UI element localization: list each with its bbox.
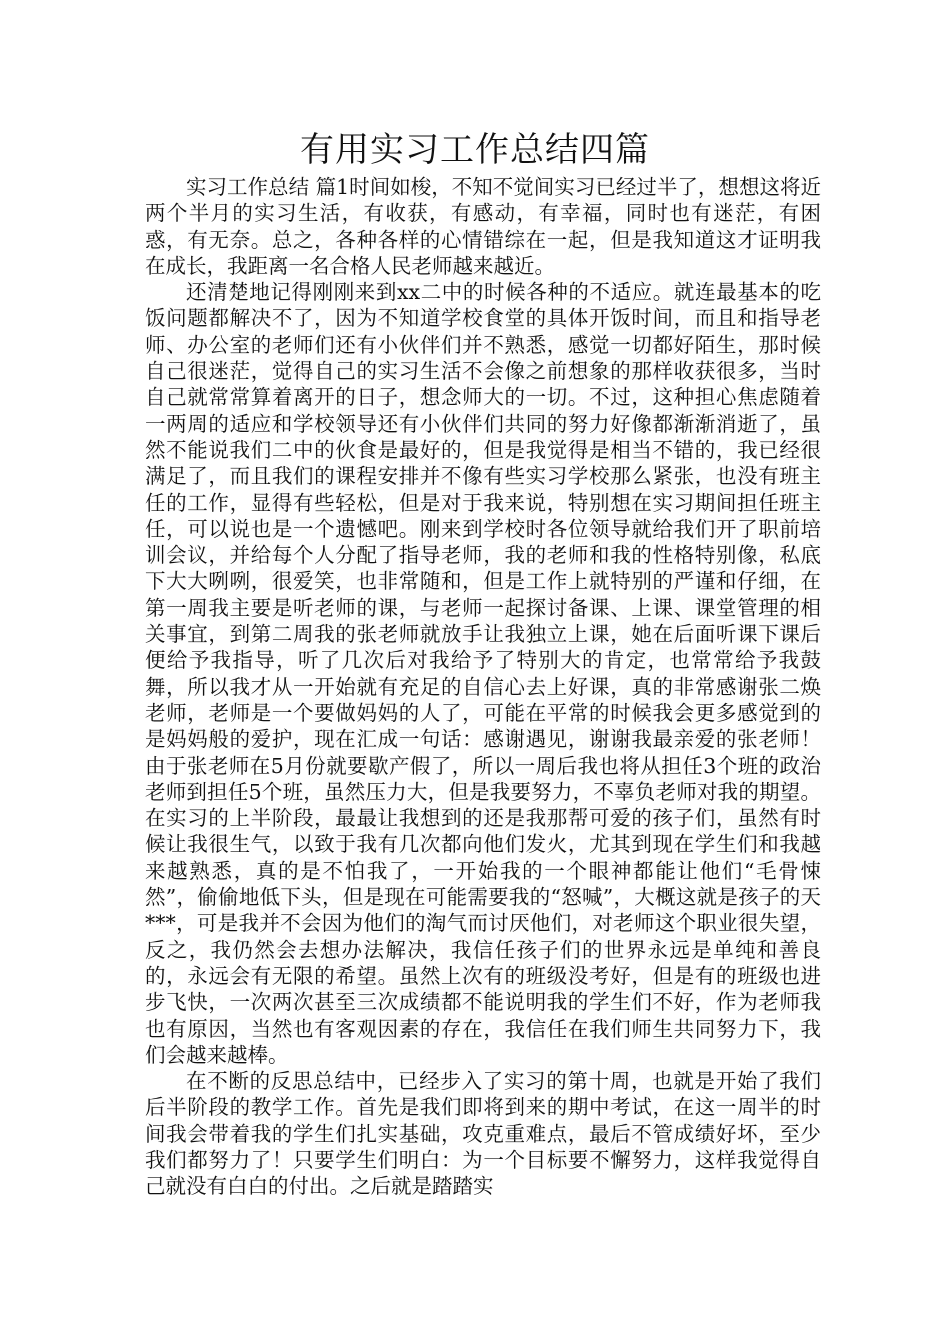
paragraph-2: 还清楚地记得刚刚来到xx二中的时候各种的不适应。就连最基本的吃饭问题都解决不了，因为不知道学校食堂的具体开饭时间，而且和指导老师、办公室的老师们还有小伙伴们并不熟悉，感觉一切都好陌生，那时候自己很迷茫，觉得自己的实习生活不会像之前想象的那样收获很多，当时自己就常常算着离开的日子，想念师大的一切。不过，这种担心焦虑随着一两周的适应和学校领导还有小伙伴们共同的努力好像都渐渐消逝了，虽然不能说我们二中的伙食是最好的，但是我觉得是相当不错的，我已经很满足了，而且我们的课程安排并不像有些实习学校那么紧张，也没有班主任的工作，显得有些轻松，但是对于我来说，特别想在实习期间担任班主任，可以说也是一个遗憾吧。刚来到学校时各位领导就给我们开了职前培训会议，并给每个人分配了指导老师，我的老师和我的性格特别像，私底下大大咧咧，很爱笑，也非常随和，但是工作上就特别的严谨和仔细，在第一周我主要是听老师的课，与老师一起探讨备课、上课、课堂管理的相关事宜，到第二周我的张老师就放手让我独立上课，她在后面听课下课后便给予我指导，听了几次后对我给予了特别大的肯定，也常常给予我鼓舞，所以我才从一开始就有充足的自信心去上好课，真的非常感谢张二焕老师，老师是一个要做妈妈的人了，可能在平常的时候我会更多感觉到的是妈妈般的爱护，现在汇成一句话：感谢遇见，谢谢我最亲爱的张老师！由于张老师在5月份就要歇产假了，所以一周后我也将从担任3个班的政治老师到担任5个班，虽然压力大，但是我要努力，不辜负老师对我的期望。在实习的上半阶段，最最让我想到的还是我那帮可爱的孩子们，虽然有时候让我很生气，以致于我有几次都向他们发火，尤其到现在学生们和我越来越熟悉，真的是不怕我了，一开始我的一个眼神都能让他们“毛骨悚然”，偷偷地低下头，但是现在可能需要我的“怒喊”，大概这就是孩子的天***，可是我并不会因为他们的淘气而讨厌他们，对老师这个职业很失望，反之，我仍然会去想办法解决，我信任孩子们的世界永远是单纯和善良的，永远会有无限的希望。虽然上次有的班级没考好，但是有的班级也进步飞快，一次两次甚至三次成绩都不能说明我的学生们不好，作为老师我也有原因，当然也有客观因素的存在，我信任在我们师生共同努力下，我们会越来越棒。 (145, 280, 821, 1067)
document-title: 有用实习工作总结四篇 (300, 130, 650, 170)
paragraph-3: 在不断的反思总结中，已经步入了实习的第十周，也就是开始了我们后半阶段的教学工作。首先是我们即将到来的期中考试，在这一周半的时间我会带着我的学生们扎实基础，攻克重难点，最后不管成绩好坏，至少我们都努力了！只要学生们明白：为一个目标要不懈努力，这样我觉得自己就没有白白的付出。之后就是踏踏实 (145, 1069, 821, 1199)
document-body (145, 174, 821, 1200)
paragraph-1: 实习工作总结 篇1时间如梭，不知不觉间实习已经过半了，想想这将近两个半月的实习生活，有收获，有感动，有幸福，同时也有迷茫，有困惑，有无奈。总之，各种各样的心情错综在一起，但是我知道这才证明我在成长，我距离一名合格人民老师越来越近。 (145, 175, 821, 278)
